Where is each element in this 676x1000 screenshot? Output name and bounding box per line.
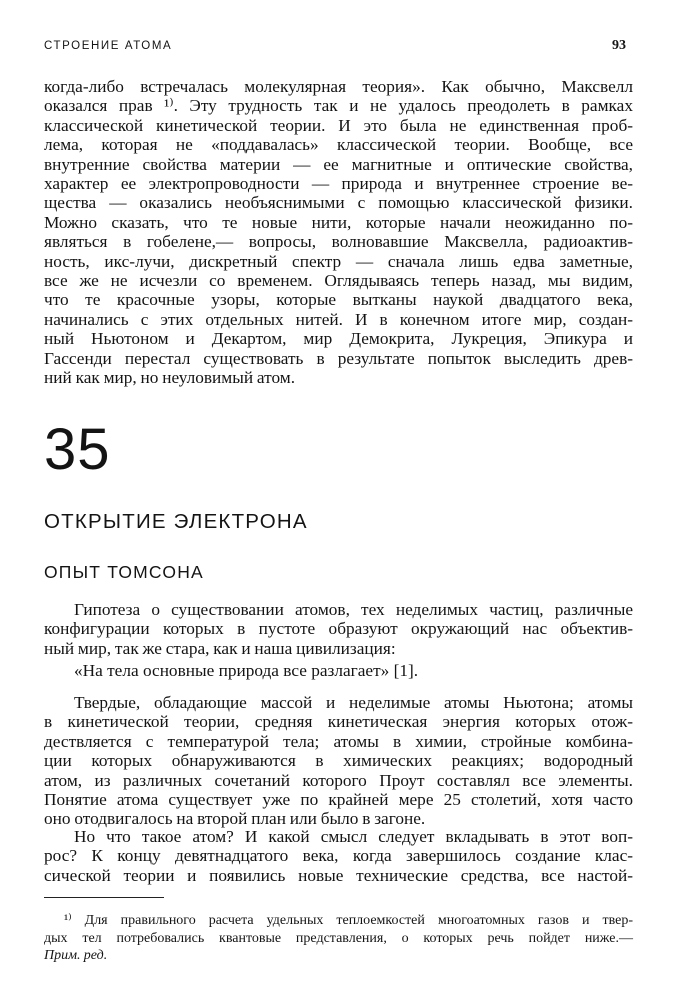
text-line: когда-либо встречалась молекулярная теория». Как обычно, Максвелл <box>44 77 633 96</box>
footnote <box>44 912 633 965</box>
text-line: сической теории и появились новые технические средства, все настой- <box>44 865 633 885</box>
footnote-line: ¹⁾ Для правильного расчета удельных теплоемкостей многоатомных газов и твер- <box>64 913 633 928</box>
text-line: внутренние свойства материи — ее магнитные и оптические свойства, <box>44 154 633 174</box>
chapter-title: ОТКРЫТИЕ ЭЛЕКТРОНА <box>44 510 308 533</box>
text-line: Гипотеза о существовании атомов, тех неделимых частиц, различные <box>74 600 633 619</box>
text-line: начинались с этих отдельных нитей. И в конечном итоге мир, создан- <box>44 309 633 329</box>
running-head: СТРОЕНИЕ АТОМА <box>44 40 173 52</box>
text-line: лема, которая не «поддавалась» классической теории. Вообще, все <box>44 135 633 155</box>
text-line: классической кинетической теории. И это была не единственная проб- <box>44 115 633 135</box>
footnote-line: Прим. ред. <box>44 948 108 963</box>
text-line: ный мир, так же стара, как и наша цивилизация: <box>44 638 396 658</box>
paragraph-1 <box>44 600 633 658</box>
epigraph-quote: «На тела основные природа все разлагает» [1]. <box>74 661 419 680</box>
paragraph-3 <box>44 827 633 885</box>
text-line: Понятие атома существует уже по крайней мере 25 столетий, хотя часто <box>44 790 633 810</box>
text-line: рос? К концу девятнадцатого века, когда завершилось создание клас- <box>44 846 633 866</box>
paragraph-2 <box>44 693 633 829</box>
page-number: 93 <box>612 38 626 53</box>
text-line: Твердые, обладающие массой и неделимые атомы Ньютона; атомы <box>74 693 633 712</box>
text-line: оказался прав ¹⁾. Эту трудность так и не удалось преодолеть в рамках <box>44 96 633 116</box>
text-line: ции которых обнаруживаются в химических реакциях; водородный <box>44 751 633 771</box>
text-line: являться в гобелене,— вопросы, волновавшие Максвелла, радиоактив- <box>44 232 633 252</box>
text-line: атом, из различных сочетаний которого Проут составлял все элементы. <box>44 770 633 790</box>
text-line: что те красочные узоры, которые вытканы наукой двадцатого века, <box>44 290 633 310</box>
footnote-line: дых тел потребовались квантовые представления, о которых речь пойдет ниже.— <box>44 930 633 946</box>
text-line: ность, икс-лучи, дискретный спектр — сначала лишь едва заметные, <box>44 251 633 271</box>
text-line: все же не исчезли со временем. Оглядываясь теперь назад, мы видим, <box>44 271 633 291</box>
section-title: ОПЫТ ТОМСОНА <box>44 562 204 582</box>
chapter-number: 35 <box>44 417 111 482</box>
text-line: Можно сказать, что те новые нити, которые начали неожиданно по- <box>44 212 633 232</box>
text-line: щества — оказались необъяснимыми с помощью классической физики. <box>44 193 633 213</box>
footnote-divider <box>44 897 164 898</box>
text-line: в кинетической теории, средняя кинетическая энергия которых отож- <box>44 712 633 732</box>
top-paragraph <box>44 77 633 388</box>
text-line: ний как мир, но неуловимый атом. <box>44 368 296 388</box>
text-line: Но что такое атом? И какой смысл следует вкладывать в этот воп- <box>74 827 633 846</box>
text-line: конфигурации которых в пустоте образуют окружающий нас объектив- <box>44 619 633 639</box>
text-line: дествляется с температурой тела; атомы в химии, стройные комбина- <box>44 731 633 751</box>
text-line: Гассенди перестал существовать в результате попыток выследить древ- <box>44 348 633 368</box>
text-line: оно отодвигалось на второй план или было в загоне. <box>44 809 426 829</box>
text-line: ный Ньютоном и Декартом, мир Демокрита, Лукреция, Эпикура и <box>44 329 633 349</box>
text-line: характер ее электропроводности — природа и внутреннее строение ве- <box>44 174 633 194</box>
